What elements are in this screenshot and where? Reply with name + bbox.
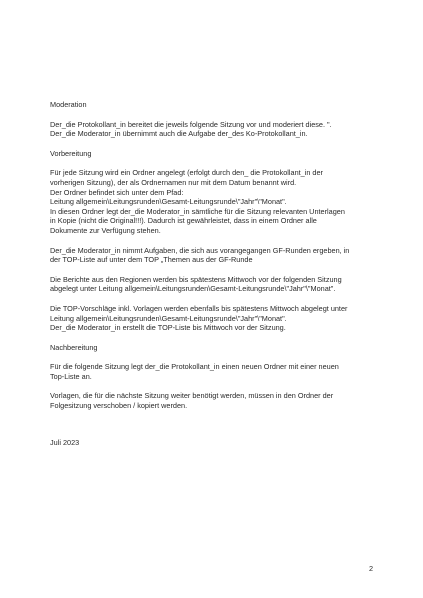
heading-nachbereitung: Nachbereitung	[50, 342, 98, 352]
heading-vorbereitung: Vorbereitung	[50, 148, 92, 158]
document-body	[50, 100, 385, 411]
page-number: 2	[368, 564, 373, 573]
heading-moderation: Moderation	[50, 100, 87, 109]
paragraph-berichte: Die Berichte aus den Regionen werden bis spätestens Mittwoch vor der folgenden Sitzung abgelegt unter Leitung allgemein\Leitungsrunden\Gesamt-Leitungsrunde\"Jahr"\"Monat".	[50, 274, 342, 294]
document-date: Juli 2023	[50, 438, 80, 447]
paragraph-aufgaben: Der_die Moderator_in nimmt Aufgaben, die sich aus vorangegangen GF-Runden ergeben, in der TOP-Liste auf unter dem TOP „Themen aus der GF-Runde	[50, 245, 350, 265]
paragraph-moderation: Der_die Protokollant_in bereitet die jeweils folgende Sitzung vor und moderiert diese. ". Der_die Moderator_in übernimmt auch die Aufgabe der_des Ko-Protokollant_in.	[50, 119, 332, 139]
paragraph-vorlagen: Vorlagen, die für die nächste Sitzung weiter benötigt werden, müssen in den Ordner der Folgesitzung verschoben / kopiert werden.	[50, 391, 334, 411]
paragraph-neuer-ordner: Für die folgende Sitzung legt der_die Protokollant_in einen neuen Ordner mit einer neuen Top-Liste an.	[50, 362, 339, 381]
paragraph-top-vorschlaege: Die TOP-Vorschläge inkl. Vorlagen werden ebenfalls bis spätestens Mittwoch abgelegt unter Leitung allgemein\Leitungsrunden\Gesamt-Leitungsrunde\"Jahr"\"Monat". Der_die Moderator_in erstellt die TOP-Liste bis Mittwoch vor der Sitzung.	[50, 303, 348, 333]
paragraph-ordner: Für jede Sitzung wird ein Ordner angelegt (erfolgt durch den_ die Protokollant_in der vorherigen Sitzung), der als Ordnernamen nur mit dem Datum benannt wird. Der Ordner befindet sich unter dem Pfad: Leitung allgemein\Leitungsrunden\Gesamt-Leitungsrunde\"Jahr"\"Monat". In diesen Ordner legt der_die Moderator_in sämtliche für die Sitzung relevanten Unterlagen in Kopie (nicht die Original!!!). Dadurch ist gewährleistet, dass in einem Ordner alle Dokumente zur Verfügung stehen.	[50, 168, 345, 235]
